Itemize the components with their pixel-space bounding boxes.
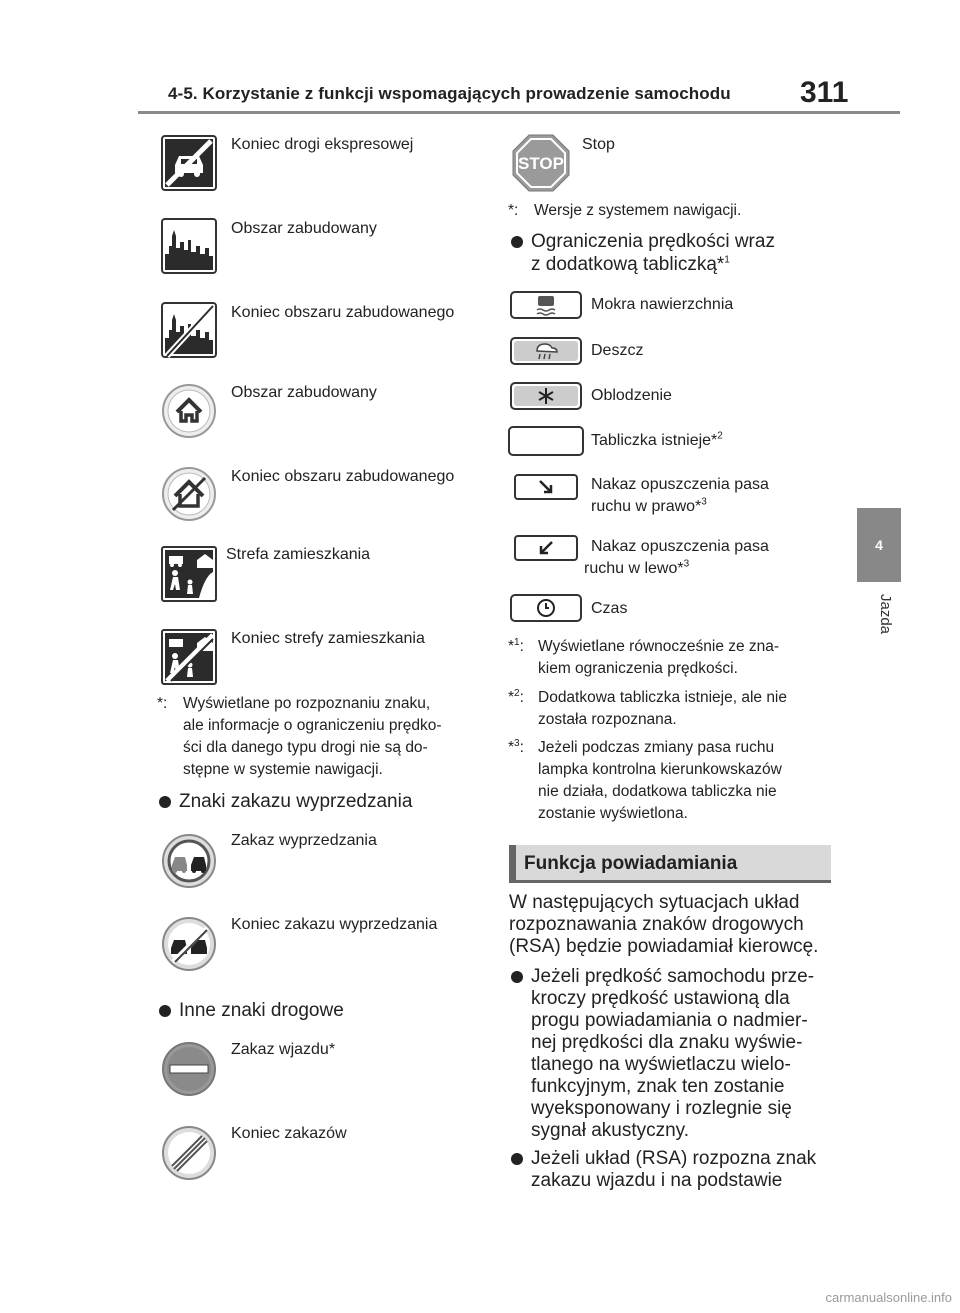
built-up-area-house-sign-icon <box>161 383 217 439</box>
plate-label: Nakaz opuszczenia pasa ruchu w lewo*$^3$ <box>584 538 769 577</box>
sign-label: Zakaz wjazdu* <box>231 1041 336 1058</box>
exit-left-arrow-plate-icon <box>514 535 578 561</box>
end-expressway-sign-icon <box>161 135 217 191</box>
sign-label: Strefa zamieszkania <box>226 546 371 563</box>
residential-zone-sign-icon <box>161 546 217 602</box>
header-rule <box>138 111 900 114</box>
ice-plate-icon <box>510 382 582 410</box>
plate-label: Nakaz opuszczenia pasa ruchu w prawo*$^3$ <box>591 476 769 515</box>
bullet-dot <box>511 971 523 983</box>
footnote-3: *$^3$: Jeżeli podczas zmiany pasa ruchu lampka kontrolna kierunkowskazów nie działa, dodatkowa tabliczka nie zostanie wyświetlona. <box>508 737 782 822</box>
footer-watermark: carmanualsonline.info <box>825 1290 952 1305</box>
rain-plate-icon <box>510 337 582 365</box>
sign-label: Zakaz wyprzedzania <box>231 832 377 849</box>
section-rule <box>509 880 831 883</box>
plate-label: Mokra nawierzchnia <box>591 296 734 313</box>
bullet-dot <box>159 1005 171 1017</box>
chapter-label: Jazda <box>877 594 894 635</box>
chapter-number: 4 <box>875 537 883 553</box>
left-footnote: *: Wyświetlane po rozpoznaniu znaku, ale informacje o ograniczeniu prędko- ści dla danego typu drogi nie są do- stępne w systemie nawigacji. <box>157 695 442 778</box>
page-header-title: 4-5. Korzystanie z funkcji wspomagających prowadzenie samochodu <box>168 84 731 103</box>
bullet-dot <box>511 236 523 248</box>
notification-bullet-1: Jeżeli prędkość samochodu prze- kroczy prędkość ustawioną dla progu powiadamiania o nadmier- nej prędkości dla znaku wyświe- tlanego na wyświetlaczu wielo- funkcyjnym, znak ten zostanie wyeksponowany i rozlegnie się sygnał akustyczny. <box>511 965 841 1141</box>
sign-label: Stop <box>582 136 615 153</box>
sign-label: Koniec drogi ekspresowej <box>231 136 414 153</box>
footnote-2: *$^2$: Dodatkowa tabliczka istnieje, ale nie została rozpoznana. <box>508 687 787 728</box>
stop-sign-text: STOP <box>518 154 564 173</box>
end-no-overtaking-sign-icon <box>161 916 217 972</box>
chapter-tab[interactable] <box>857 508 901 582</box>
end-built-up-area-sign-icon <box>161 302 217 358</box>
bullet-dot <box>511 1153 523 1165</box>
blank-plate-icon <box>508 426 584 456</box>
sign-label: Koniec obszaru zabudowanego <box>231 468 455 485</box>
wet-road-plate-icon <box>510 291 582 319</box>
right-footnote: *: Wersje z systemem nawigacji. <box>508 202 742 219</box>
exit-right-arrow-plate-icon <box>514 474 578 500</box>
speed-limits-heading: Ograniczenia prędkości wraz z dodatkową tabliczką*$^1$ <box>511 230 831 280</box>
page-number: 311 <box>800 76 849 109</box>
notification-bullet-2: Jeżeli układ (RSA) rozpozna znak zakazu wjazdu i na podstawie <box>511 1147 841 1191</box>
end-built-up-area-round-sign-icon <box>161 466 217 522</box>
section-title: Funkcja powiadamiania <box>509 845 831 881</box>
bullet-dot <box>159 796 171 808</box>
built-up-area-sign-icon <box>161 218 217 274</box>
clock-plate-icon <box>510 594 582 622</box>
sign-label: Koniec obszaru zabudowanego <box>231 304 455 321</box>
plate-label: Deszcz <box>591 342 644 359</box>
end-of-restrictions-sign-icon <box>161 1125 217 1181</box>
no-entry-sign-icon <box>161 1041 217 1097</box>
sign-label: Koniec strefy zamieszkania <box>231 630 425 647</box>
intro-paragraph: W następujących sytuacjach układ rozpoznawania znaków drogowych (RSA) będzie powiadamiał kierowcę. <box>509 892 819 957</box>
sign-label: Obszar zabudowany <box>231 384 377 401</box>
sign-label: Koniec zakazów <box>231 1125 347 1142</box>
plate-label: Oblodzenie <box>591 387 672 404</box>
stop-sign-icon <box>512 134 570 192</box>
plate-label: Czas <box>591 600 628 617</box>
footnote-1: *$^1$: Wyświetlane równocześnie ze zna- kiem ograniczenia prędkości. <box>508 636 780 677</box>
sign-label: Koniec zakazu wyprzedzania <box>231 916 438 933</box>
plate-label: Tabliczka istnieje*$^2$ <box>591 430 723 449</box>
no-overtaking-sign-icon <box>161 833 217 889</box>
end-residential-zone-sign-icon <box>161 629 217 685</box>
sign-label: Obszar zabudowany <box>231 220 377 237</box>
